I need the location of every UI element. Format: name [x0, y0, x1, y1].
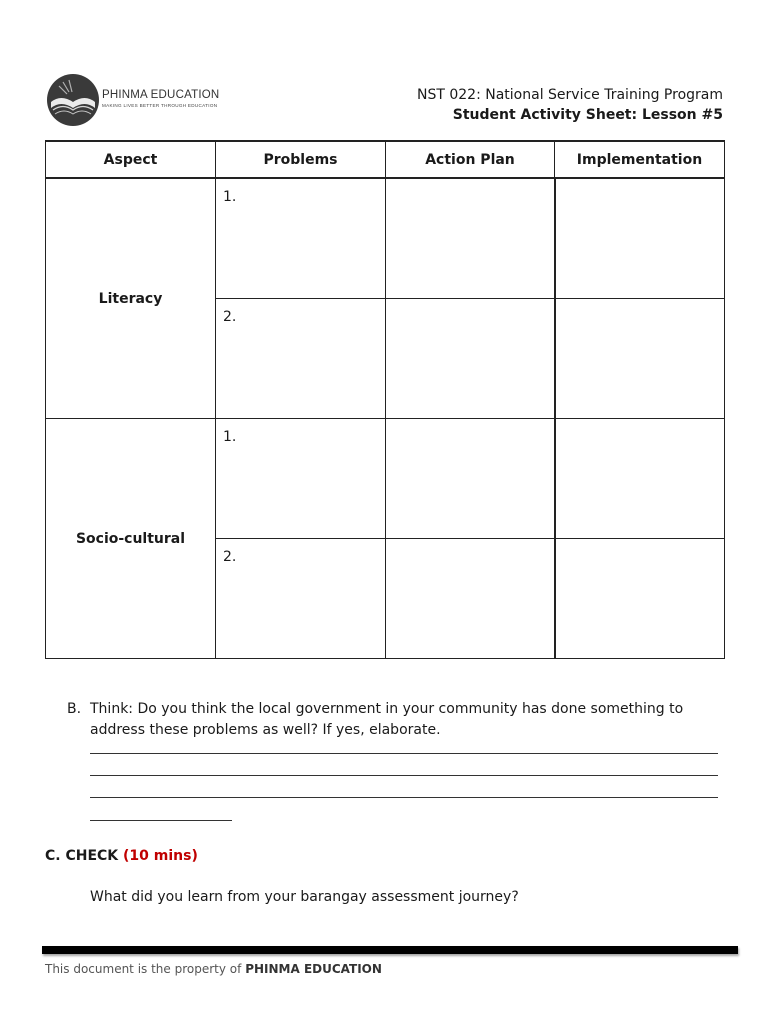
footer-rule — [42, 946, 738, 954]
action-plan-cell[interactable] — [386, 539, 555, 659]
section-b-letter: B. — [67, 701, 82, 717]
logo-brand-text: PHINMA EDUCATION — [102, 89, 220, 101]
action-plan-cell[interactable] — [386, 299, 555, 419]
header-action-plan: Action Plan — [386, 141, 555, 178]
phinma-globe-book-logo-icon — [47, 72, 101, 128]
footer — [45, 962, 382, 976]
document-header — [417, 85, 723, 125]
implementation-cell[interactable] — [555, 539, 725, 659]
aspect-cell-literacy: Literacy — [46, 178, 216, 419]
answer-line[interactable] — [90, 797, 718, 798]
table-row — [46, 178, 725, 299]
course-title: NST 022: National Service Training Program — [417, 87, 723, 103]
section-c-prompt: What did you learn from your barangay assessment journey? — [90, 889, 519, 905]
aspect-cell-socio-cultural: Socio-cultural — [46, 419, 216, 659]
section-c-title: C. CHECK — [45, 848, 119, 864]
section-c-duration: (10 mins) — [123, 848, 198, 864]
header-problems: Problems — [216, 141, 386, 178]
answer-line[interactable] — [90, 753, 718, 754]
answer-line[interactable] — [90, 775, 718, 776]
action-plan-cell[interactable] — [386, 178, 555, 299]
section-b-question: Think: Do you think the local government in your community has done something to address these problems as well? If yes, elaborate. — [90, 701, 684, 738]
header-implementation: Implementation — [555, 141, 725, 178]
implementation-cell[interactable] — [555, 178, 725, 299]
implementation-cell[interactable] — [555, 299, 725, 419]
section-c-heading — [45, 848, 198, 864]
problem-cell[interactable]: 1. — [216, 419, 386, 539]
activity-table — [45, 140, 725, 659]
problem-cell[interactable]: 1. — [216, 178, 386, 299]
phinma-logo — [47, 72, 222, 128]
table-header-row — [46, 141, 725, 178]
problem-cell[interactable]: 2. — [216, 299, 386, 419]
header-aspect: Aspect — [46, 141, 216, 178]
problem-cell[interactable]: 2. — [216, 539, 386, 659]
answer-line[interactable] — [90, 820, 232, 821]
logo-tagline: MAKING LIVES BETTER THROUGH EDUCATION — [102, 103, 218, 108]
table-row — [46, 419, 725, 539]
sheet-title: Student Activity Sheet: Lesson #5 — [452, 107, 723, 123]
action-plan-cell[interactable] — [386, 419, 555, 539]
footer-text: This document is the property of — [45, 962, 242, 976]
footer-owner: PHINMA EDUCATION — [245, 962, 382, 976]
implementation-cell[interactable] — [555, 419, 725, 539]
